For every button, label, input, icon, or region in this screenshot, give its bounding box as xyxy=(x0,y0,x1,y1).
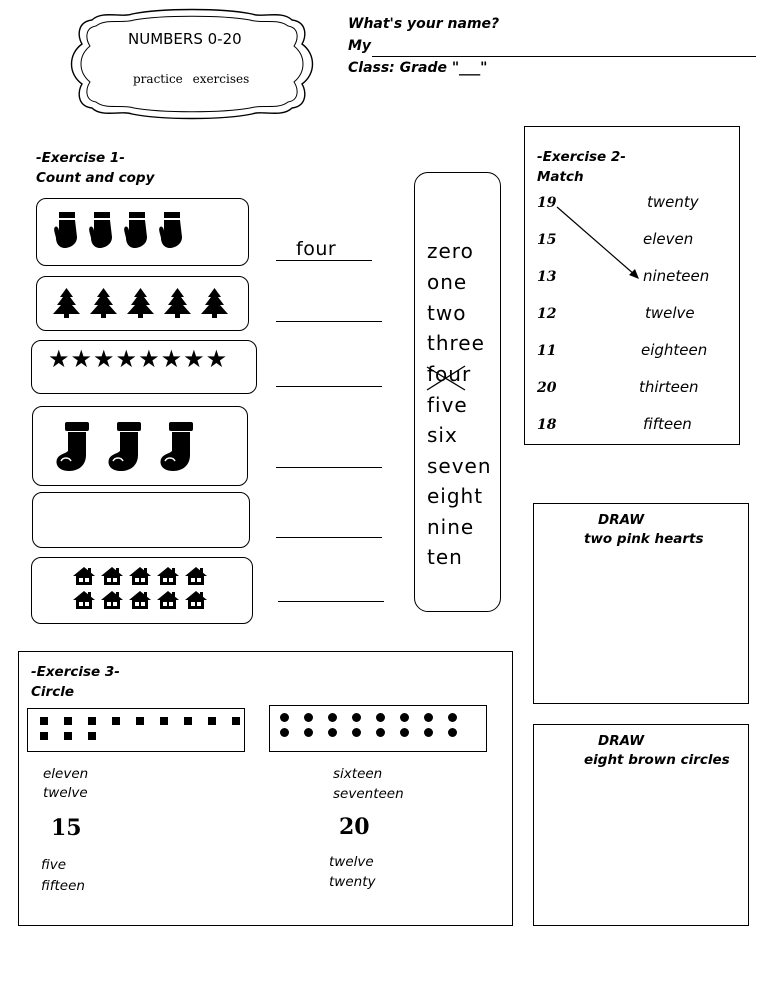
count-box-empty[interactable] xyxy=(32,492,250,548)
word-bank-item: seven xyxy=(427,454,492,478)
page-subtitle: practice exercises xyxy=(133,72,250,86)
circle-option[interactable]: eleven xyxy=(43,766,89,782)
draw-title: DRAW xyxy=(598,512,645,528)
house-icon xyxy=(128,590,152,610)
star-icon: ★★★★★★★★ xyxy=(48,345,229,373)
mitten-icon xyxy=(158,211,185,249)
round-dots-box xyxy=(269,705,487,752)
match-word[interactable]: eleven xyxy=(643,230,694,248)
circle-option[interactable]: five xyxy=(41,857,67,873)
exercise2-title: -Exercise 2- xyxy=(537,149,626,165)
answer-line-6[interactable] xyxy=(278,601,384,602)
cross-out-mark xyxy=(425,363,467,393)
exercise2-box xyxy=(524,126,740,445)
square-dots xyxy=(40,717,240,740)
name-prompt: What's your name? xyxy=(348,16,500,32)
stocking-icon xyxy=(53,421,91,473)
count-box-mittens xyxy=(36,198,249,266)
example-answer: four xyxy=(296,238,337,260)
answer-line-4[interactable] xyxy=(276,467,382,468)
class-label: Class: Grade "___" xyxy=(348,60,488,76)
mitten-icon xyxy=(88,211,115,249)
circle-option[interactable]: fifteen xyxy=(41,878,85,894)
match-number[interactable]: 19 xyxy=(537,195,557,211)
name-line[interactable] xyxy=(372,56,756,57)
match-word[interactable]: twenty xyxy=(647,193,699,211)
word-bank-item: two xyxy=(427,301,467,325)
stocking-icon xyxy=(157,421,195,473)
word-bank-item: three xyxy=(427,331,485,355)
match-word[interactable]: eighteen xyxy=(641,341,708,359)
round-dots xyxy=(280,713,480,737)
word-bank-item: eight xyxy=(427,484,484,508)
page-title: NUMBERS 0-20 xyxy=(128,30,242,48)
count-box-trees xyxy=(36,276,249,331)
draw-instruction: two pink hearts xyxy=(584,531,704,547)
match-number[interactable]: 20 xyxy=(537,380,557,396)
house-icon xyxy=(184,566,208,586)
match-arrow xyxy=(555,205,645,281)
count-box-stars xyxy=(31,340,257,394)
tree-icon xyxy=(125,287,156,318)
word-bank xyxy=(414,172,501,612)
house-icon xyxy=(156,566,180,586)
house-icon xyxy=(156,590,180,610)
tree-icon xyxy=(199,287,230,318)
exercise1-instruction: Count and copy xyxy=(36,170,155,186)
match-number[interactable]: 11 xyxy=(537,343,557,359)
circle-option[interactable]: seventeen xyxy=(333,786,404,802)
answer-line-2[interactable] xyxy=(276,321,382,322)
exercise3-instruction: Circle xyxy=(31,684,74,700)
house-icon xyxy=(100,566,124,586)
draw-box-hearts[interactable] xyxy=(533,503,749,704)
draw-box-circles[interactable] xyxy=(533,724,749,926)
answer-line-3[interactable] xyxy=(276,386,382,387)
draw-title: DRAW xyxy=(598,733,645,749)
circle-option[interactable]: twelve xyxy=(43,785,88,801)
match-word[interactable]: nineteen xyxy=(643,267,710,285)
match-word[interactable]: thirteen xyxy=(639,378,699,396)
circle-option[interactable]: sixteen xyxy=(333,766,383,782)
word-bank-item: zero xyxy=(427,239,474,263)
tree-icon xyxy=(162,287,193,318)
word-bank-item: ten xyxy=(427,545,463,569)
exercise2-instruction: Match xyxy=(537,169,584,185)
exercise3-title: -Exercise 3- xyxy=(31,664,120,680)
exercise1-title: -Exercise 1- xyxy=(36,150,125,166)
word-bank-item: five xyxy=(427,393,468,417)
house-icon xyxy=(100,590,124,610)
word-bank-item: one xyxy=(427,270,468,294)
match-number[interactable]: 15 xyxy=(537,232,557,248)
match-number[interactable]: 18 xyxy=(537,417,557,433)
house-icon xyxy=(72,566,96,586)
title-frame xyxy=(62,8,322,120)
mitten-icon xyxy=(53,211,80,249)
mitten-icon xyxy=(123,211,150,249)
circle-option[interactable]: twelve xyxy=(329,854,374,870)
circle-option[interactable]: twenty xyxy=(329,874,376,890)
match-word[interactable]: fifteen xyxy=(643,415,692,433)
circle-option-number[interactable]: 20 xyxy=(339,814,370,840)
word-bank-item: nine xyxy=(427,515,475,539)
count-box-stockings xyxy=(32,406,248,486)
house-icon-grid xyxy=(72,566,208,610)
house-icon xyxy=(128,566,152,586)
tree-icon xyxy=(88,287,119,318)
match-number[interactable]: 13 xyxy=(537,269,557,285)
word-bank-item: six xyxy=(427,423,458,447)
draw-instruction: eight brown circles xyxy=(584,752,730,768)
match-number[interactable]: 12 xyxy=(537,306,557,322)
answer-line-1[interactable] xyxy=(276,260,372,261)
circle-option-number[interactable]: 15 xyxy=(51,815,82,841)
house-icon xyxy=(72,590,96,610)
tree-icon xyxy=(51,287,82,318)
match-word[interactable]: twelve xyxy=(645,304,695,322)
answer-line-5[interactable] xyxy=(276,537,382,538)
square-dots-box xyxy=(27,708,245,752)
house-icon xyxy=(184,590,208,610)
word-bank-item-crossed: four xyxy=(427,362,472,386)
exercise3-box xyxy=(18,651,513,926)
stocking-icon xyxy=(105,421,143,473)
my-label: My xyxy=(348,38,372,54)
count-box-houses xyxy=(31,557,253,624)
